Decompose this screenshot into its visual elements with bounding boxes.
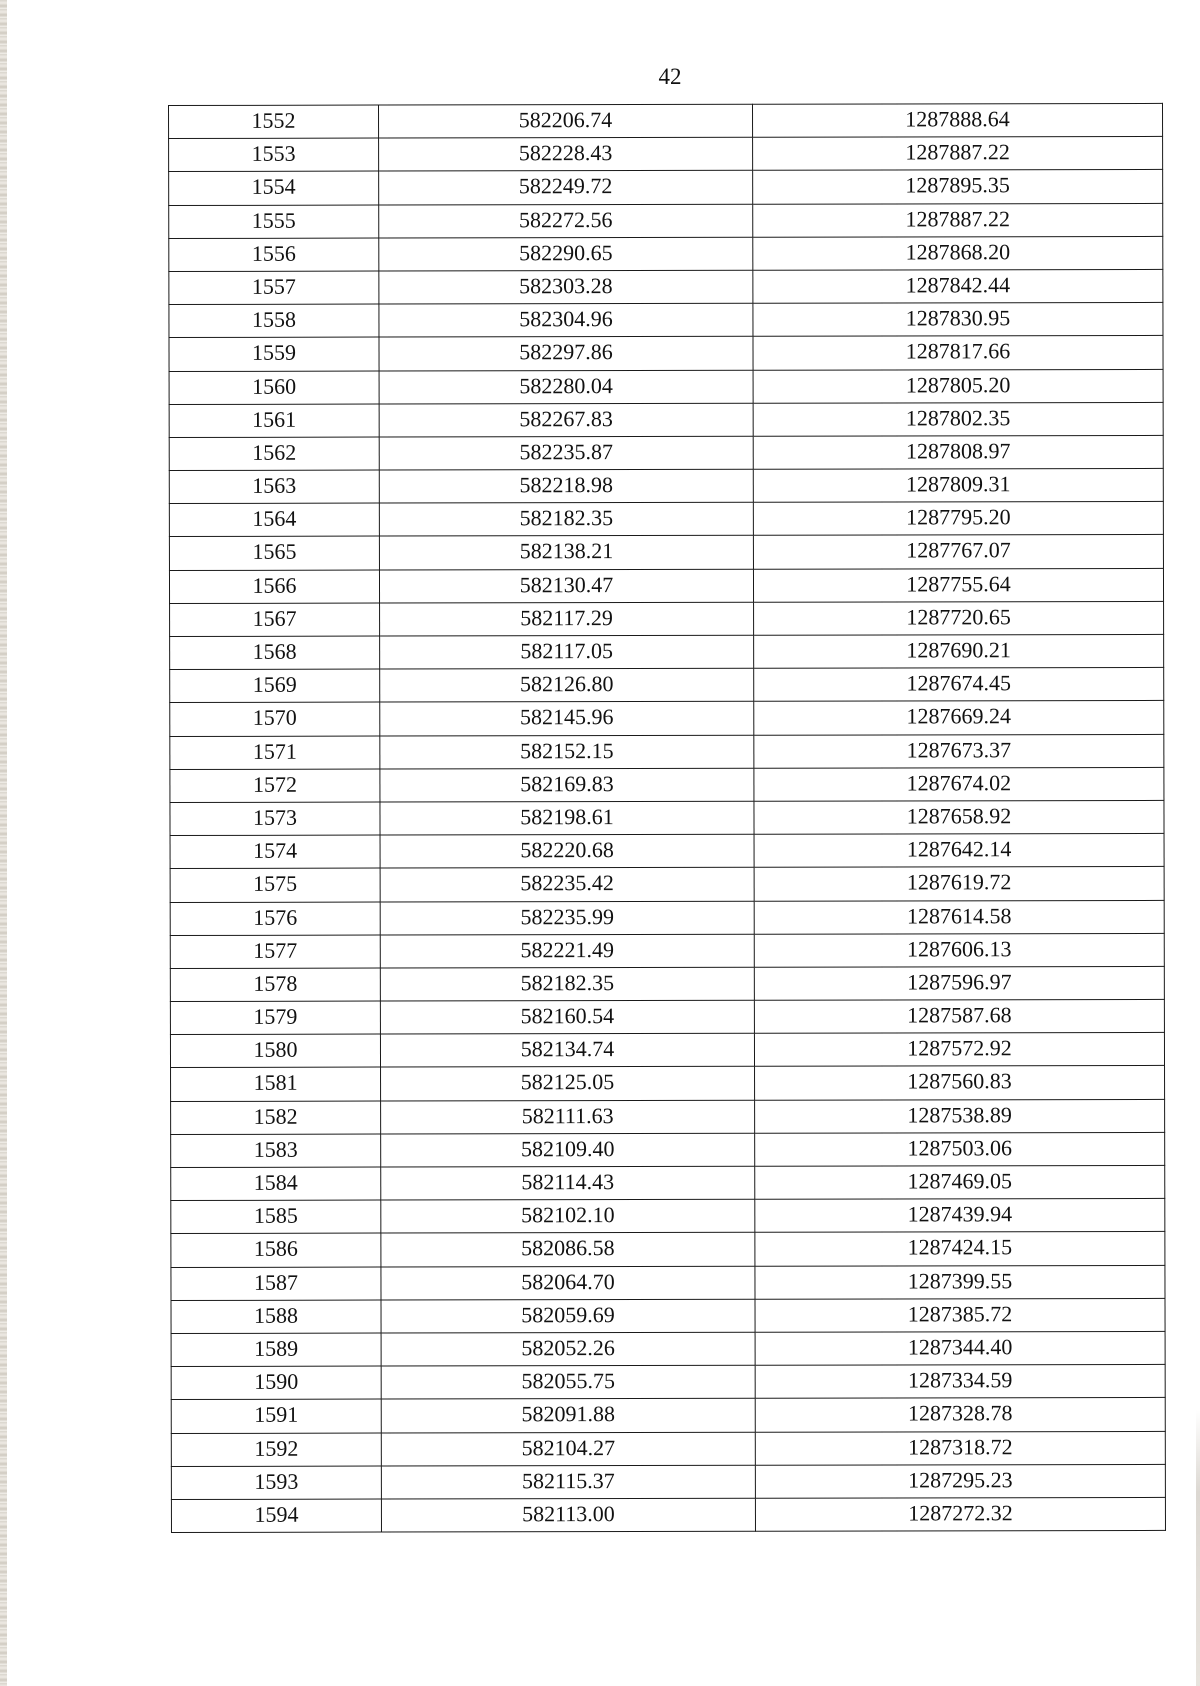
x-coordinate-cell: 582115.37	[381, 1465, 755, 1499]
x-coordinate-cell: 582126.80	[380, 668, 754, 702]
x-coordinate-cell: 582109.40	[381, 1133, 755, 1167]
y-coordinate-cell: 1287328.78	[755, 1398, 1165, 1432]
y-coordinate-cell: 1287503.06	[755, 1132, 1165, 1166]
table-row	[171, 1464, 1165, 1499]
y-coordinate-cell: 1287673.37	[754, 734, 1164, 768]
x-coordinate-cell: 582111.63	[381, 1100, 755, 1134]
point-number-cell: 1559	[169, 337, 379, 371]
table-row	[171, 1365, 1165, 1400]
scan-edge-right	[1196, 1410, 1200, 1686]
y-coordinate-cell: 1287596.97	[754, 966, 1164, 1000]
x-coordinate-cell: 582125.05	[381, 1067, 755, 1101]
table-row	[169, 236, 1163, 271]
table-row	[170, 999, 1164, 1034]
point-number-cell: 1590	[171, 1366, 381, 1400]
table-row	[170, 734, 1164, 769]
x-coordinate-cell: 582304.96	[379, 303, 753, 337]
y-coordinate-cell: 1287674.45	[754, 668, 1164, 702]
x-coordinate-cell: 582086.58	[381, 1233, 755, 1267]
table-row	[169, 435, 1163, 470]
y-coordinate-cell: 1287560.83	[755, 1066, 1165, 1100]
x-coordinate-cell: 582064.70	[381, 1266, 755, 1300]
x-coordinate-cell: 582138.21	[379, 536, 753, 570]
table-row	[169, 502, 1163, 537]
table-row	[171, 1497, 1165, 1532]
point-number-cell: 1561	[169, 404, 379, 438]
point-number-cell: 1574	[170, 835, 380, 869]
point-number-cell: 1554	[169, 171, 379, 205]
x-coordinate-cell: 582055.75	[381, 1365, 755, 1399]
x-coordinate-cell: 582117.05	[380, 635, 754, 669]
x-coordinate-cell: 582280.04	[379, 370, 753, 404]
table-row	[170, 767, 1164, 802]
y-coordinate-cell: 1287868.20	[753, 236, 1163, 270]
x-coordinate-cell: 582228.43	[379, 137, 753, 171]
table-row	[169, 402, 1163, 437]
table-row	[170, 966, 1164, 1001]
point-number-cell: 1580	[170, 1034, 380, 1068]
table-row	[169, 568, 1163, 603]
table-row	[171, 1232, 1165, 1267]
y-coordinate-cell: 1287642.14	[754, 834, 1164, 868]
table-row	[169, 203, 1163, 238]
point-number-cell: 1591	[171, 1399, 381, 1433]
table-row	[169, 369, 1163, 404]
x-coordinate-cell: 582221.49	[380, 934, 754, 968]
point-number-cell: 1586	[171, 1233, 381, 1267]
point-number-cell: 1562	[169, 437, 379, 471]
y-coordinate-cell: 1287808.97	[753, 435, 1163, 469]
y-coordinate-cell: 1287439.94	[755, 1199, 1165, 1233]
y-coordinate-cell: 1287318.72	[755, 1431, 1165, 1465]
table-row	[169, 336, 1163, 371]
x-coordinate-cell: 582160.54	[380, 1000, 754, 1034]
point-number-cell: 1582	[171, 1101, 381, 1135]
table-row	[169, 468, 1163, 503]
y-coordinate-cell: 1287469.05	[755, 1165, 1165, 1199]
y-coordinate-cell: 1287295.23	[755, 1464, 1165, 1498]
point-number-cell: 1557	[169, 271, 379, 305]
x-coordinate-cell: 582145.96	[380, 702, 754, 736]
y-coordinate-cell: 1287272.32	[755, 1497, 1165, 1531]
y-coordinate-cell: 1287334.59	[755, 1365, 1165, 1399]
table-row	[170, 1033, 1164, 1068]
table-row	[171, 1298, 1165, 1333]
y-coordinate-cell: 1287606.13	[754, 933, 1164, 967]
y-coordinate-cell: 1287887.22	[753, 137, 1163, 171]
x-coordinate-cell: 582059.69	[381, 1299, 755, 1333]
point-number-cell: 1581	[171, 1067, 381, 1101]
x-coordinate-cell: 582249.72	[379, 171, 753, 205]
table-row	[171, 1099, 1165, 1134]
y-coordinate-cell: 1287669.24	[754, 701, 1164, 735]
y-coordinate-cell: 1287385.72	[755, 1298, 1165, 1332]
x-coordinate-cell: 582272.56	[379, 204, 753, 238]
y-coordinate-cell: 1287767.07	[753, 535, 1163, 569]
x-coordinate-cell: 582182.35	[379, 503, 753, 537]
scan-edge-left	[0, 0, 7, 1686]
y-coordinate-cell: 1287572.92	[754, 1033, 1164, 1067]
x-coordinate-cell: 582198.61	[380, 801, 754, 835]
table-row	[169, 535, 1163, 570]
table-row	[171, 1431, 1165, 1466]
y-coordinate-cell: 1287887.22	[753, 203, 1163, 237]
table-row	[170, 634, 1164, 669]
y-coordinate-cell: 1287538.89	[755, 1099, 1165, 1133]
x-coordinate-cell: 582220.68	[380, 834, 754, 868]
x-coordinate-cell: 582297.86	[379, 337, 753, 371]
x-coordinate-cell: 582218.98	[379, 469, 753, 503]
x-coordinate-cell: 582303.28	[379, 270, 753, 304]
table-row	[170, 867, 1164, 902]
page-number: 42	[658, 64, 682, 89]
y-coordinate-cell: 1287817.66	[753, 336, 1163, 370]
y-coordinate-cell: 1287424.15	[755, 1232, 1165, 1266]
table-row	[171, 1165, 1165, 1200]
y-coordinate-cell: 1287802.35	[753, 402, 1163, 436]
point-number-cell: 1594	[171, 1499, 381, 1533]
x-coordinate-cell: 582114.43	[381, 1166, 755, 1200]
y-coordinate-cell: 1287720.65	[754, 601, 1164, 635]
point-number-cell: 1576	[170, 902, 380, 936]
point-number-cell: 1587	[171, 1267, 381, 1301]
point-number-cell: 1589	[171, 1333, 381, 1367]
point-number-cell: 1565	[169, 536, 379, 570]
point-number-cell: 1592	[171, 1433, 381, 1467]
y-coordinate-cell: 1287809.31	[753, 468, 1163, 502]
point-number-cell: 1553	[169, 138, 379, 172]
table-row	[170, 834, 1164, 869]
y-coordinate-cell: 1287619.72	[754, 867, 1164, 901]
point-number-cell: 1573	[170, 802, 380, 836]
point-number-cell: 1552	[169, 105, 379, 139]
x-coordinate-cell: 582134.74	[380, 1034, 754, 1068]
x-coordinate-cell: 582235.87	[379, 436, 753, 470]
point-number-cell: 1564	[169, 503, 379, 537]
y-coordinate-cell: 1287399.55	[755, 1265, 1165, 1299]
y-coordinate-cell: 1287614.58	[754, 900, 1164, 934]
table-row	[169, 303, 1163, 338]
table-row	[171, 1265, 1165, 1300]
coordinates-table-body	[169, 103, 1166, 1532]
table-row	[170, 601, 1164, 636]
y-coordinate-cell: 1287805.20	[753, 369, 1163, 403]
x-coordinate-cell: 582267.83	[379, 403, 753, 437]
table-row	[171, 1199, 1165, 1234]
table-row	[170, 701, 1164, 736]
table-row	[171, 1398, 1165, 1433]
table-row	[169, 269, 1163, 304]
table-row	[170, 668, 1164, 703]
y-coordinate-cell: 1287795.20	[753, 502, 1163, 536]
x-coordinate-cell: 582182.35	[380, 967, 754, 1001]
point-number-cell: 1588	[171, 1300, 381, 1334]
x-coordinate-cell: 582235.42	[380, 868, 754, 902]
point-number-cell: 1566	[169, 570, 379, 604]
x-coordinate-cell: 582052.26	[381, 1332, 755, 1366]
table-row	[170, 800, 1164, 835]
point-number-cell: 1575	[170, 868, 380, 902]
point-number-cell: 1579	[170, 1001, 380, 1035]
point-number-cell: 1568	[170, 636, 380, 670]
y-coordinate-cell: 1287690.21	[754, 634, 1164, 668]
table-row	[171, 1132, 1165, 1167]
x-coordinate-cell: 582235.99	[380, 901, 754, 935]
point-number-cell: 1563	[169, 470, 379, 504]
point-number-cell: 1572	[170, 769, 380, 803]
coordinates-table	[168, 103, 1166, 1533]
table-row	[171, 1331, 1165, 1366]
y-coordinate-cell: 1287344.40	[755, 1331, 1165, 1365]
x-coordinate-cell: 582169.83	[380, 768, 754, 802]
table-row	[170, 900, 1164, 935]
y-coordinate-cell: 1287830.95	[753, 303, 1163, 337]
y-coordinate-cell: 1287895.35	[753, 170, 1163, 204]
point-number-cell: 1555	[169, 205, 379, 239]
point-number-cell: 1560	[169, 371, 379, 405]
y-coordinate-cell: 1287755.64	[753, 568, 1163, 602]
point-number-cell: 1584	[171, 1167, 381, 1201]
point-number-cell: 1583	[171, 1134, 381, 1168]
x-coordinate-cell: 582117.29	[380, 602, 754, 636]
point-number-cell: 1570	[170, 702, 380, 736]
point-number-cell: 1569	[170, 669, 380, 703]
table-row	[169, 137, 1163, 172]
x-coordinate-cell: 582206.74	[379, 104, 753, 138]
x-coordinate-cell: 582152.15	[380, 735, 754, 769]
table-row	[171, 1066, 1165, 1101]
point-number-cell: 1585	[171, 1200, 381, 1234]
point-number-cell: 1571	[170, 736, 380, 770]
y-coordinate-cell: 1287587.68	[754, 999, 1164, 1033]
x-coordinate-cell: 582113.00	[381, 1498, 755, 1532]
x-coordinate-cell: 582290.65	[379, 237, 753, 271]
x-coordinate-cell: 582130.47	[379, 569, 753, 603]
table-row	[170, 933, 1164, 968]
point-number-cell: 1567	[170, 603, 380, 637]
x-coordinate-cell: 582091.88	[381, 1399, 755, 1433]
point-number-cell: 1558	[169, 304, 379, 338]
point-number-cell: 1578	[170, 968, 380, 1002]
table-row	[169, 170, 1163, 205]
point-number-cell: 1577	[170, 935, 380, 969]
y-coordinate-cell: 1287674.02	[754, 767, 1164, 801]
point-number-cell: 1556	[169, 238, 379, 272]
point-number-cell: 1593	[171, 1466, 381, 1500]
x-coordinate-cell: 582104.27	[381, 1432, 755, 1466]
y-coordinate-cell: 1287658.92	[754, 800, 1164, 834]
table-row	[169, 103, 1163, 138]
y-coordinate-cell: 1287842.44	[753, 269, 1163, 303]
x-coordinate-cell: 582102.10	[381, 1199, 755, 1233]
y-coordinate-cell: 1287888.64	[752, 103, 1162, 137]
